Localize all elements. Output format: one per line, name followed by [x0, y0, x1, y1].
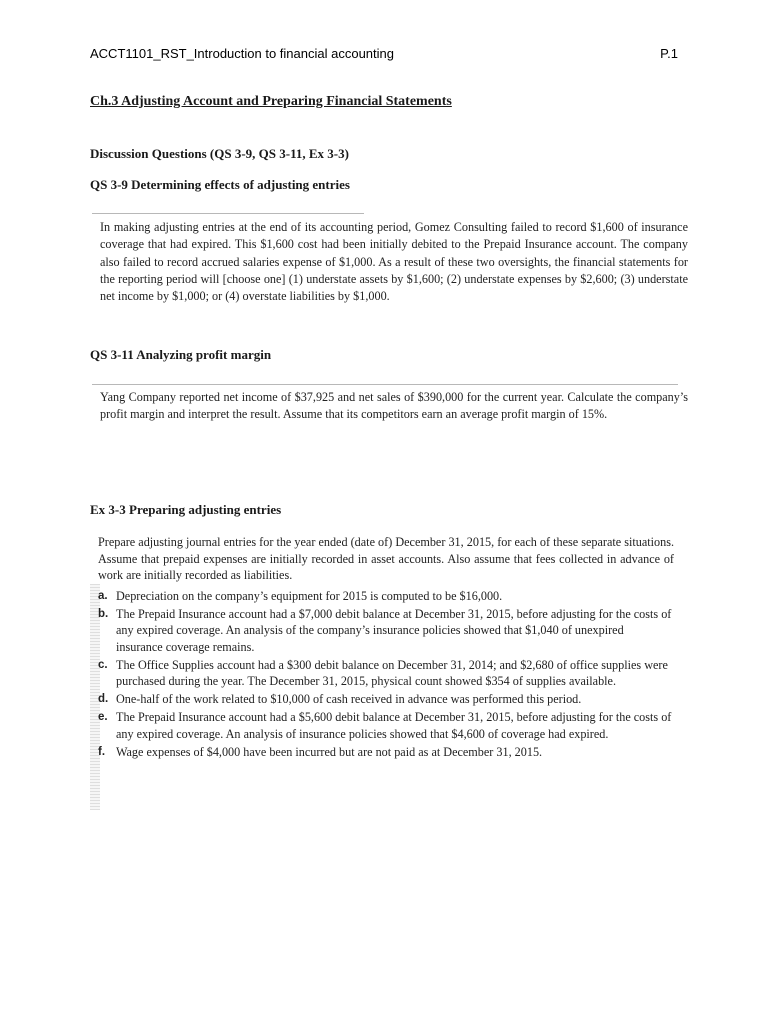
- qs39-text: In making adjusting entries at the end of its accounting period, Gomez Consulting failed to record $1,600 of insurance coverage that had expired. This $1,600 cost had been initially debited to the Prepaid Insurance account. The company also failed to record accrued salaries expense of $1,000. As a result of these two oversights, the financial statements for the reporting period will [choose one] (1) understate assets by $1,600; (2) understate expenses by $2,600; (3) understate net income by $1,000; or (4) overstate liabilities by $1,000.: [100, 220, 688, 304]
- list-item: b. The Prepaid Insurance account had a $7,000 debit balance at December 31, 2015, before adjusting for the costs of any expired coverage. An analysis of the company’s insurance policies showed that $1,040 of unexpired insurance coverage remains.: [98, 607, 672, 654]
- list-item: f. Wage expenses of $4,000 have been incurred but are not paid as at December 31, 2015.: [98, 744, 543, 759]
- qs39-divider: [92, 213, 364, 214]
- qs311-title: QS 3-11 Analyzing profit margin: [90, 347, 272, 362]
- ex33-title: Ex 3-3 Preparing adjusting entries: [90, 502, 282, 517]
- list-item: e. The Prepaid Insurance account had a $5,600 debit balance at December 31, 2015, before adjusting for the costs of any expired coverage. An analysis of insurance policies showed that $4,600 of coverage had expired.: [98, 710, 672, 741]
- ex33-intro: Prepare adjusting journal entries for the year ended (date of) December 31, 2015, for each of these separate situations. Assume that prepaid expenses are initially recorded in asset accounts. Also assume that fees collected in advance of work are initially recorded as liabilities.: [98, 535, 674, 582]
- discussion-title: Discussion Questions (QS 3-9, QS 3-11, Ex 3-3): [90, 146, 349, 161]
- page-number: P.1: [660, 46, 678, 61]
- list-item: d. One-half of the work related to $10,000 of cash received in advance was performed this period.: [98, 692, 582, 707]
- qs311-text: Yang Company reported net income of $37,925 and net sales of $390,000 for the current year. Calculate the company’s profit margin and interpret the result. Assume that its competitors earn an average profit margin of 15%.: [100, 390, 688, 422]
- list-item: c. The Office Supplies account had a $300 debit balance on December 31, 2014; and $2,680 of office supplies were purchased during the year. The December 31, 2015, physical count showed $354 of supplies available.: [98, 657, 668, 689]
- page-header: [90, 46, 678, 61]
- ex33-items: [98, 588, 672, 762]
- course-title: ACCT1101_RST_Introduction to financial accounting: [90, 46, 394, 61]
- qs39-title: QS 3-9 Determining effects of adjusting entries: [90, 177, 350, 192]
- chapter-title: Ch.3 Adjusting Account and Preparing Financial Statements: [90, 94, 452, 109]
- list-item: a. Depreciation on the company’s equipment for 2015 is computed to be $16,000.: [98, 589, 503, 603]
- qs311-divider: [92, 384, 678, 385]
